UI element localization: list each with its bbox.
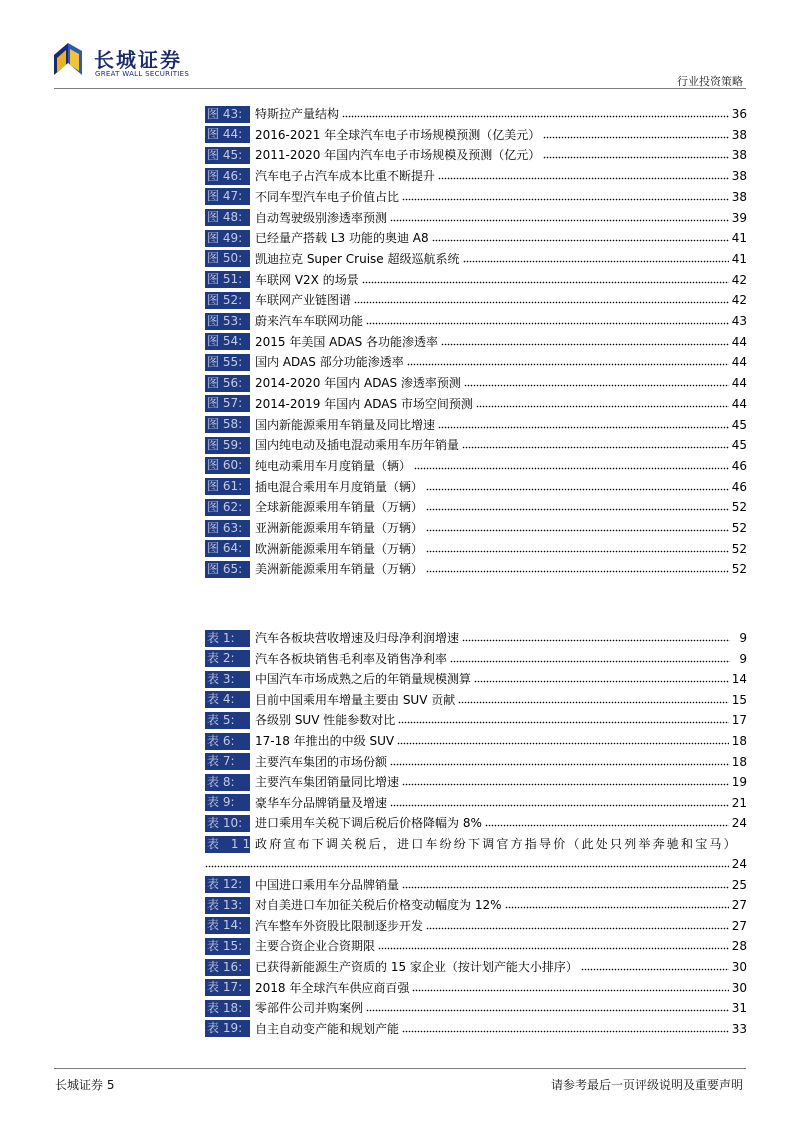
toc-entry-page: 24 xyxy=(731,857,747,871)
toc-entry-label: 表 4: xyxy=(205,691,250,708)
toc-entry[interactable] xyxy=(205,628,747,648)
toc-entry-title: 亚洲新能源乘用车销量（万辆） xyxy=(255,521,424,535)
toc-entry[interactable] xyxy=(205,772,747,792)
footer-page-number: 长城证券 5 xyxy=(55,1078,115,1092)
toc-entry-label: 图 58: xyxy=(205,416,250,433)
toc-leader-dots xyxy=(581,961,729,973)
toc-entry-title: 主要汽车集团的市场份额 xyxy=(255,754,388,769)
toc-entry-page: 42 xyxy=(731,293,747,308)
toc-leader-dots xyxy=(432,232,729,244)
toc-entry-title: 美洲新能源乘用车销量（万辆） xyxy=(255,562,424,577)
toc-entry[interactable] xyxy=(205,228,747,248)
toc-entry-title: 已获得新能源生产资质的 15 家企业（按计划产能大小排序） xyxy=(255,960,578,974)
toc-entry-title: 国内新能源乘用车销量及同比增速 xyxy=(255,417,436,432)
toc-entry-title: 中国进口乘用车分品牌销量 xyxy=(255,877,400,892)
toc-entry[interactable] xyxy=(205,998,747,1018)
toc-entry-label: 表 16: xyxy=(205,959,250,976)
toc-entry-title: 车联网产业链图谱 xyxy=(255,293,352,308)
toc-leader-dots xyxy=(505,899,729,911)
toc-entry-page: 44 xyxy=(731,334,747,349)
toc-entry-page: 38 xyxy=(731,169,747,184)
toc-entry-page: 30 xyxy=(731,960,747,974)
toc-entry-label: 图 52: xyxy=(205,292,250,309)
toc-entry-title: 插电混合乘用车月度销量（辆） xyxy=(255,479,424,494)
toc-entry-label: 表 15: xyxy=(205,938,250,955)
toc-leader-dots xyxy=(438,170,729,182)
toc-leader-dots xyxy=(398,714,728,726)
toc-leader-dots xyxy=(438,419,729,431)
toc-entry-label: 图 45: xyxy=(205,147,250,164)
toc-entry[interactable] xyxy=(205,435,747,455)
toc-entry-title: 2014-2019 年国内 ADAS 市场空间预测 xyxy=(255,396,473,411)
toc-entry[interactable] xyxy=(205,104,747,124)
toc-entry-title: 2015 年美国 ADAS 各功能渗透率 xyxy=(255,334,439,349)
toc-entry[interactable] xyxy=(205,710,747,730)
toc-entry-title: 进口乘用车关税下调后税后价格降幅为 8% xyxy=(255,816,482,831)
toc-entry-title: 已经量产搭载 L3 功能的奥迪 A8 xyxy=(255,231,429,246)
toc-leader-dots xyxy=(426,501,729,513)
toc-entry[interactable] xyxy=(205,978,747,998)
toc-entry-title: 17-18 年推出的中级 SUV xyxy=(255,734,395,748)
toc-entry-title: 中国汽车市场成熟之后的年销量规模测算 xyxy=(255,672,472,687)
toc-leader-dots xyxy=(543,129,728,141)
toc-entry[interactable] xyxy=(205,497,747,517)
toc-entry-title: 零部件公司并购案例 xyxy=(255,1001,364,1016)
toc-leader-dots xyxy=(402,1023,729,1035)
toc-leader-dots xyxy=(426,481,729,493)
toc-entry-title: 欧洲新能源乘用车销量（万辆） xyxy=(255,541,424,556)
toc-entry-label: 表 19: xyxy=(205,1020,250,1037)
toc-entry-label: 图 48: xyxy=(205,209,250,226)
toc-leader-dots xyxy=(390,212,729,224)
toc-entry[interactable] xyxy=(205,145,747,165)
toc-entry[interactable] xyxy=(205,1019,747,1039)
toc-leader-dots xyxy=(474,673,729,685)
toc-leader-dots xyxy=(462,632,730,644)
toc-entry-page: 41 xyxy=(731,231,747,246)
toc-entry-title: 国内纯电动及插电混动乘用车历年销量 xyxy=(255,438,460,453)
toc-entry-page: 38 xyxy=(731,127,747,142)
toc-entry-page: 52 xyxy=(731,500,747,515)
toc-leader-dots xyxy=(462,439,729,451)
toc-entry-page: 18 xyxy=(731,754,747,769)
toc-entry-title: 2016-2021 年全球汽车电子市场规模预测（亿美元） xyxy=(255,127,541,142)
toc-entry-page: 52 xyxy=(731,541,747,556)
report-category: 行业投资策略 xyxy=(677,75,743,88)
toc-entry[interactable] xyxy=(205,456,747,476)
toc-entry-title: 全球新能源乘用车销量（万辆） xyxy=(255,500,424,515)
toc-entry[interactable] xyxy=(205,793,747,813)
toc-leader-dots xyxy=(441,336,729,348)
toc-leader-dots xyxy=(378,940,729,952)
toc-entry-page: 46 xyxy=(731,479,747,494)
toc-entry-label: 表 12: xyxy=(205,876,250,893)
toc-entry-title: 特斯拉产量结构 xyxy=(255,107,340,121)
toc-entry-label: 表 11: xyxy=(207,836,263,851)
toc-entry-label: 表 9: xyxy=(205,794,250,811)
toc-leader-dots xyxy=(397,735,729,747)
toc-entry[interactable] xyxy=(205,957,747,977)
toc-leader-dots xyxy=(414,460,729,472)
toc-entry[interactable] xyxy=(205,916,747,936)
toc-entry-label: 图 56: xyxy=(205,375,250,392)
toc-entry-title: 主要汽车集团销量同比增速 xyxy=(255,775,400,790)
toc-entry-page: 38 xyxy=(731,148,747,163)
toc-entry[interactable] xyxy=(205,394,747,414)
toc-entry-page: 39 xyxy=(731,210,747,225)
toc-entry-label: 表 1: xyxy=(205,630,250,647)
toc-entry[interactable] xyxy=(205,125,747,145)
toc-entry-title: 豪华车分品牌销量及增速 xyxy=(255,795,388,810)
great-wall-logo-icon xyxy=(54,43,82,75)
toc-entry[interactable] xyxy=(205,290,747,310)
toc-entry[interactable] xyxy=(205,690,747,710)
toc-entry-label: 表 6: xyxy=(205,733,250,750)
toc-entry-page: 33 xyxy=(731,1021,747,1036)
toc-entry-label: 表 8: xyxy=(205,774,250,791)
toc-entry[interactable] xyxy=(205,669,747,689)
toc-leader-dots xyxy=(390,756,729,768)
toc-leader-dots xyxy=(426,563,729,575)
toc-leader-dots xyxy=(354,294,729,306)
toc-leader-dots xyxy=(407,356,729,368)
toc-entry-title: 汽车电子占汽车成本比重不断提升 xyxy=(255,169,436,184)
toc-entry-title: 凯迪拉克 Super Cruise 超级巡航系统 xyxy=(255,251,460,266)
toc-entry-label: 图 60: xyxy=(205,457,250,474)
toc-entry[interactable] xyxy=(205,649,747,669)
toc-entry-page: 25 xyxy=(731,877,747,892)
toc-entry-title: 2011-2020 年国内汽车电子市场规模及预测（亿元） xyxy=(255,148,541,163)
toc-entry-page: 9 xyxy=(739,631,747,645)
footer-divider xyxy=(54,1068,746,1069)
toc-entry-page: 31 xyxy=(731,1001,747,1016)
toc-entry[interactable] xyxy=(205,875,747,895)
toc-entry-label: 图 57: xyxy=(205,395,250,412)
toc-entry-page: 45 xyxy=(731,417,747,432)
page-header xyxy=(0,0,800,100)
toc-entry[interactable] xyxy=(205,373,747,393)
toc-entry-label: 表 14: xyxy=(205,917,250,934)
toc-entry-page: 43 xyxy=(731,314,747,328)
toc-leader-dots xyxy=(543,149,728,161)
toc-entry[interactable] xyxy=(205,895,747,915)
toc-entry-label: 图 50: xyxy=(205,250,250,267)
toc-leader-dots xyxy=(426,522,729,534)
toc-entry-page: 30 xyxy=(731,980,747,995)
toc-entry-label: 图 62: xyxy=(205,499,250,516)
toc-leader-dots xyxy=(450,653,730,665)
toc-entry-title: 纯电动乘用车月度销量（辆） xyxy=(255,458,412,473)
toc-entry[interactable] xyxy=(205,731,747,751)
toc-leader-dots xyxy=(402,879,729,891)
toc-entry-title: 2014-2020 年国内 ADAS 渗透率预测 xyxy=(255,376,461,391)
toc-entry[interactable] xyxy=(205,332,747,352)
toc-leader-dots xyxy=(390,797,729,809)
toc-leader-dots xyxy=(366,1002,729,1014)
toc-entry-page: 52 xyxy=(731,562,747,577)
toc-leader-dots xyxy=(412,982,728,994)
toc-entry-page: 17 xyxy=(731,713,747,728)
toc-entry-page: 15 xyxy=(731,692,747,707)
toc-leader-dots xyxy=(464,377,729,389)
toc-leader-dots xyxy=(342,108,729,120)
toc-leader-dots xyxy=(458,694,728,706)
toc-entry-page: 46 xyxy=(731,458,747,473)
toc-entry[interactable] xyxy=(205,311,747,331)
logo-en-text: GREAT WALL SECURITIES xyxy=(95,70,190,78)
toc-leader-dots xyxy=(476,398,729,410)
toc-entry[interactable] xyxy=(205,415,747,435)
toc-entry-page: 24 xyxy=(731,816,747,831)
toc-entry-label: 表 13: xyxy=(205,897,250,914)
toc-entry-title: 国内 ADAS 部分功能渗透率 xyxy=(255,355,404,370)
toc-entry-label: 图 44: xyxy=(205,126,250,143)
toc-entry-page: 19 xyxy=(731,775,747,790)
toc-entry-page: 45 xyxy=(731,438,747,453)
toc-entry-title: 蔚来汽车车联网功能 xyxy=(255,314,364,328)
toc-leader-dots xyxy=(426,543,729,555)
toc-entry-page: 9 xyxy=(739,651,747,666)
toc-leader-dots xyxy=(426,920,729,932)
toc-entry-page: 28 xyxy=(731,939,747,954)
toc-entry-label: 图 49: xyxy=(205,230,250,247)
toc-entry-label: 表 3: xyxy=(205,671,250,688)
toc-entry-label: 表 10: xyxy=(205,815,250,832)
toc-entry-label: 图 65: xyxy=(205,561,250,578)
toc-entry-label: 表 7: xyxy=(205,753,250,770)
toc-entry[interactable] xyxy=(205,477,747,497)
toc-entry-title: 政府宣布下调关税后，进口车纷纷下调官方指导价（此处只列举奔驰和宝马） xyxy=(255,837,738,851)
toc-entry-label: 图 51: xyxy=(205,271,250,288)
toc-leader-dots xyxy=(485,817,729,829)
toc-entry[interactable] xyxy=(205,270,747,290)
toc-entry[interactable] xyxy=(205,936,747,956)
toc-entry-page: 42 xyxy=(731,272,747,287)
toc-entry-title: 不同车型汽车电子价值占比 xyxy=(255,189,400,204)
toc-entry-label: 图 59: xyxy=(205,437,250,454)
toc-entry-title: 对自美进口车加征关税后价格变动幅度为 12% xyxy=(255,898,502,913)
toc-entry-label: 图 54: xyxy=(205,333,250,350)
toc-entry-page: 38 xyxy=(731,189,747,204)
toc-entry-title: 车联网 V2X 的场景 xyxy=(255,272,359,287)
toc-leader-dots xyxy=(205,858,729,870)
toc-entry-label: 图 63: xyxy=(205,520,250,537)
toc-entry[interactable] xyxy=(205,752,747,772)
toc-entry-title: 自动驾驶级别渗透率预测 xyxy=(255,210,388,225)
toc-entry-page: 27 xyxy=(731,918,747,933)
toc-leader-dots xyxy=(463,253,729,265)
logo-cn-text: 长城证券 xyxy=(94,48,182,72)
toc-entry[interactable] xyxy=(205,208,747,228)
toc-entry-page: 14 xyxy=(731,672,747,687)
toc-entry-label: 图 55: xyxy=(205,354,250,371)
toc-entry-page: 21 xyxy=(731,795,747,810)
toc-entry-label: 表 18: xyxy=(205,1000,250,1017)
toc-leader-dots xyxy=(362,274,729,286)
toc-entry[interactable] xyxy=(205,187,747,207)
footer-disclaimer: 请参考最后一页评级说明及重要声明 xyxy=(550,1078,743,1092)
toc-entry-page: 27 xyxy=(731,898,747,913)
toc-entry-page: 41 xyxy=(731,251,747,266)
toc-entry-label: 表 17: xyxy=(205,979,250,996)
toc-entry-label: 图 64: xyxy=(205,540,250,557)
toc-entry-label: 表 5: xyxy=(205,712,250,729)
toc-entry-page: 44 xyxy=(731,396,747,411)
toc-entry-label: 图 61: xyxy=(205,478,250,495)
toc-entry[interactable] xyxy=(205,352,747,372)
toc-entry-label: 图 53: xyxy=(205,313,250,330)
toc-entry-page: 44 xyxy=(731,376,747,391)
toc-entry[interactable] xyxy=(205,559,747,579)
toc-entry-label: 图 43: xyxy=(205,106,250,123)
toc-entry-title: 主要合资企业合资期限 xyxy=(255,939,376,954)
toc-entry-title: 目前中国乘用车增量主要由 SUV 贡献 xyxy=(255,692,456,707)
toc-entry[interactable] xyxy=(205,813,747,833)
toc-entry[interactable] xyxy=(205,518,747,538)
toc-entry-page: 36 xyxy=(731,107,747,121)
header-divider xyxy=(54,88,746,89)
toc-entry-title: 汽车各板块销售毛利率及销售净利率 xyxy=(255,651,448,666)
toc-entry-title: 汽车整车外资股比限制逐步开发 xyxy=(255,918,424,933)
toc-entry[interactable] xyxy=(205,834,747,854)
toc-entry-label: 图 46: xyxy=(205,168,250,185)
toc-entry-title: 汽车各板块营收增速及归母净利润增速 xyxy=(255,631,460,645)
toc-entry[interactable] xyxy=(205,539,747,559)
toc-entry-continuation[interactable] xyxy=(205,854,747,874)
toc-entry-label: 图 47: xyxy=(205,188,250,205)
toc-leader-dots xyxy=(402,191,729,203)
toc-entry[interactable] xyxy=(205,249,747,269)
toc-entry[interactable] xyxy=(205,166,747,186)
toc-leader-dots xyxy=(402,776,729,788)
toc-entry-page: 52 xyxy=(731,521,747,535)
toc-entry-page: 18 xyxy=(731,734,747,748)
toc-entry-title: 自主自动变产能和规划产能 xyxy=(255,1021,400,1036)
toc-entry-page: 44 xyxy=(731,355,747,370)
toc-leader-dots xyxy=(366,315,729,327)
toc-entry-title: 各级别 SUV 性能参数对比 xyxy=(255,713,396,728)
toc-entry-label: 表 2: xyxy=(205,650,250,667)
toc-entry-title: 2018 年全球汽车供应商百强 xyxy=(255,980,410,995)
